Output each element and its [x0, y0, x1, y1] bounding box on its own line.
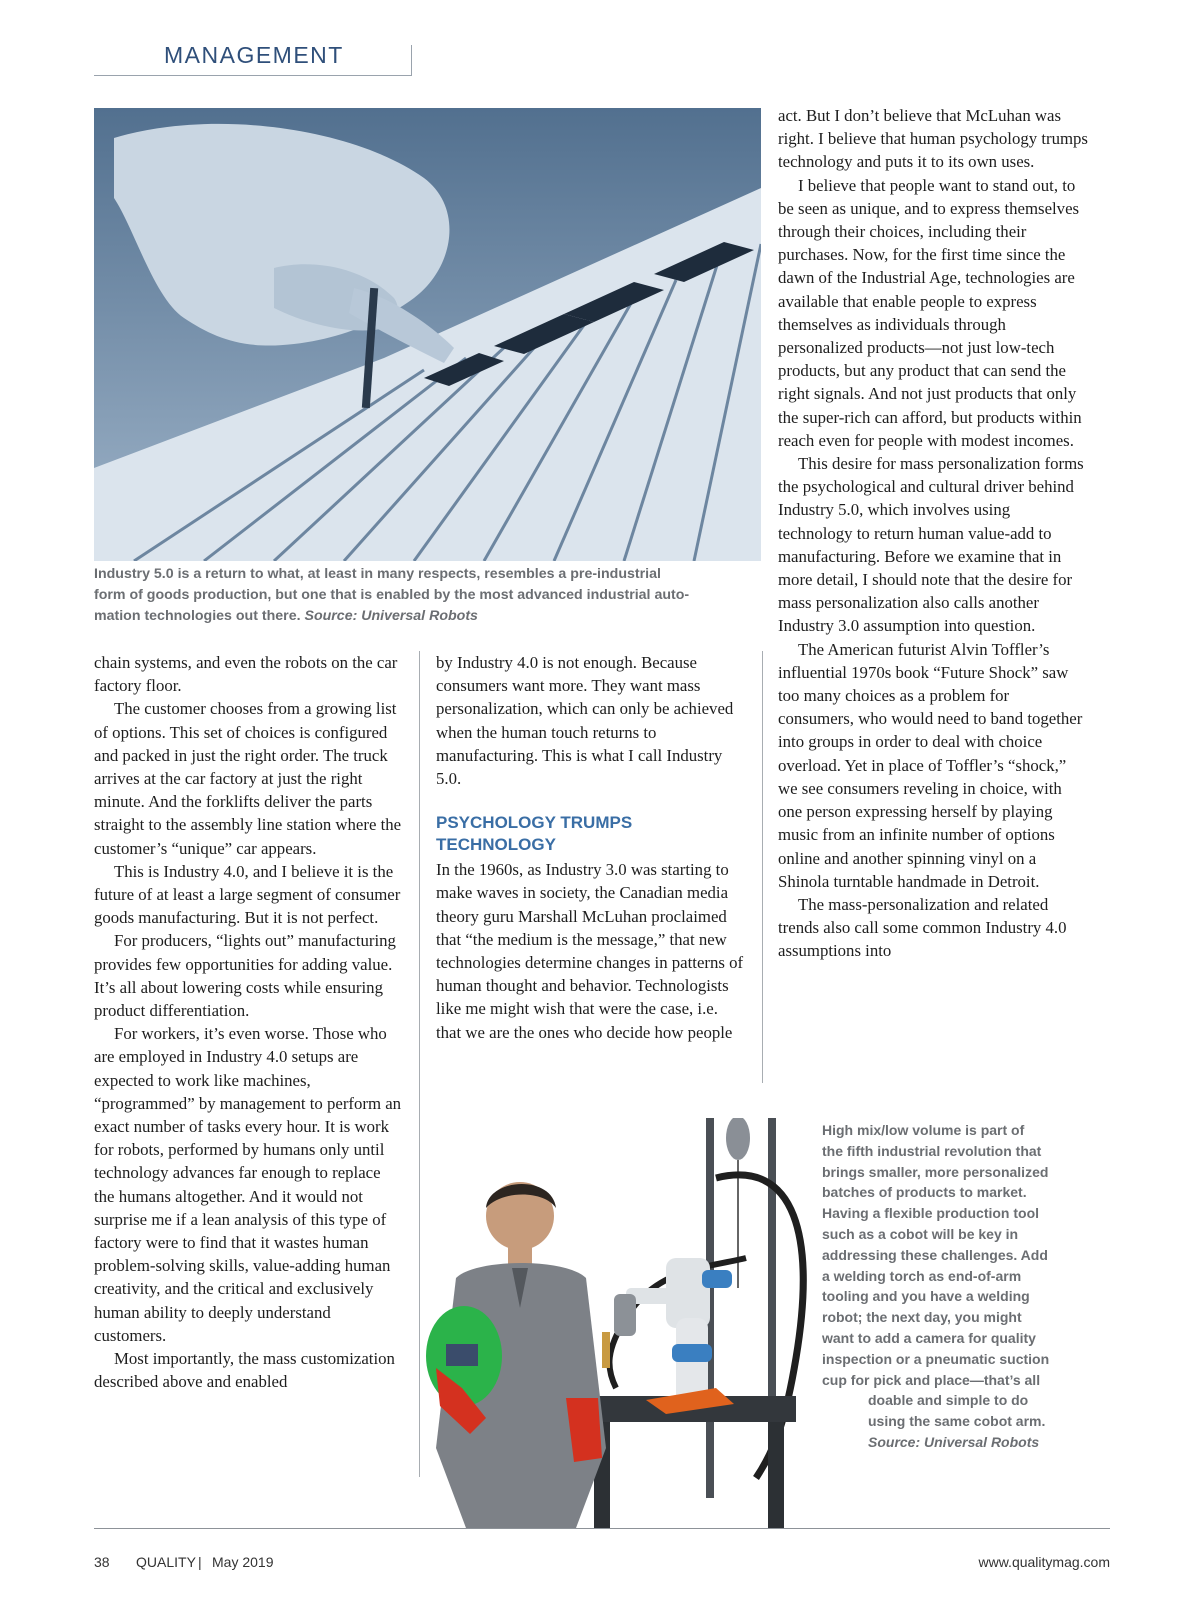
column-divider: [762, 651, 763, 1083]
caption-line: using the same cobot arm.: [868, 1413, 1046, 1430]
paragraph: In the 1960s, as Industry 3.0 was starting to make waves in society, the Canadian media theory guru Marshall McLuhan proclaimed that “the medium is the message,” that new technologies determine changes in patterns of human thought and behavior. Technologists like me might wish that were the case, i.e. that we are the ones who decide how people: [436, 860, 744, 1042]
caption-line: addressing these challenges. Add: [822, 1246, 1048, 1263]
paragraph: For workers, it’s even worse. Those who are employed in Industry 4.0 setups are expected to work like machines, “programmed” by management to perform an exact number of tasks every hour. It is work for robots, performed by humans only until technology advances far enough to replace the humans altogether. And it would not surprise me if a lean analysis of this type of factory were to find that it wastes human problem-solving skills, value-adding human creativity, and the critical and exclusively human ability to deeply understand customers.: [94, 1024, 402, 1345]
caption-line: the fifth industrial revolution that: [822, 1142, 1042, 1159]
caption-line: Having a flexible production tool: [822, 1205, 1040, 1222]
caption-line: tooling and you have a welding: [822, 1288, 1030, 1305]
section-underline: [94, 75, 412, 76]
section-tick: [411, 45, 412, 76]
caption-line: robot; the next day, you might: [822, 1309, 1022, 1326]
paragraph: act. But I don’t believe that McLuhan was right. I believe that human psychology trumps technology and puts it to its own uses.: [778, 106, 1088, 172]
caption-line: High mix/low volume is part of: [822, 1122, 1025, 1138]
article-column-2: [436, 651, 744, 1044]
caption-line: cup for pick and place—that’s all: [822, 1371, 1041, 1388]
article-column-3: [778, 104, 1088, 963]
article-column-1: [94, 651, 402, 1394]
paragraph: The customer chooses from a growing list of options. This set of choices is configured and packed in just the right order. The truck arrives at the car factory at just the right minute. And the forklifts deliver the parts straight to the assembly line station where the customer’s “unique” car appears.: [94, 699, 402, 858]
caption-line: batches of products to market.: [822, 1184, 1027, 1201]
caption-line: form of goods production, but one that is enabled by the most advanced industrial auto-: [94, 587, 690, 603]
paragraph: by Industry 4.0 is not enough. Because consumers want more. They want mass personalization, which can only be achieved when the human touch returns to manufacturing. This is what I call Industry 5.0.: [436, 653, 734, 789]
caption-source: Source: Universal Robots: [868, 1433, 1040, 1450]
caption-line: brings smaller, more personalized: [822, 1163, 1049, 1180]
caption-source: Source: Universal Robots: [304, 608, 478, 624]
website-link[interactable]: www.qualitymag.com: [978, 1554, 1110, 1570]
caption-line: inspection or a pneumatic suction: [822, 1350, 1050, 1367]
paragraph: This is Industry 4.0, and I believe it is the future of at least a large segment of consumer goods manufacturing. But it is not perfect.: [94, 861, 401, 928]
caption-line: doable and simple to do: [868, 1392, 1029, 1409]
paragraph: chain systems, and even the robots on the car factory floor.: [94, 653, 398, 696]
subhead-line: PSYCHOLOGY TRUMPS: [436, 813, 633, 833]
footer-separator: |: [198, 1554, 202, 1570]
section-subhead: [436, 812, 744, 856]
piano-hand-photo: [94, 108, 761, 561]
photo-caption: [94, 564, 761, 627]
caption-line: such as a cobot will be key in: [822, 1225, 1019, 1242]
paragraph: This desire for mass personalization forms the psychological and cultural driver behind Industry 5.0, which involves using technology to return human value-add to manufacturing. Before we examine that in more detail, I should note that the desire for mass personalization also calls another Industry 3.0 assumption into question.: [778, 454, 1084, 636]
caption-line: want to add a camera for quality: [822, 1329, 1036, 1346]
magazine-name: QUALITY: [136, 1554, 196, 1570]
caption-line: mation technologies out there.: [94, 608, 301, 624]
section-label: MANAGEMENT: [164, 42, 344, 68]
caption-line: a welding torch as end-of-arm: [822, 1267, 1022, 1284]
subhead-line: TECHNOLOGY: [436, 835, 556, 855]
page-number: 38: [94, 1554, 110, 1570]
photo-caption-cobot: [822, 1120, 1092, 1453]
footer-rule: [94, 1528, 1110, 1529]
caption-line: Industry 5.0 is a return to what, at least in many respects, resembles a pre-industrial: [94, 566, 661, 582]
paragraph: The American futurist Alvin Toffler’s influential 1970s book “Future Shock” saw too many choices as a problem for consumers, who would need to band together into groups in order to deal with choice overload. Yet in place of Toffler’s “shock,” we see consumers reveling in choice, with one person expressing herself by playing music from an infinite number of options online and another spinning vinyl on a Shinola turntable handmade in Detroit.: [778, 639, 1083, 891]
paragraph: Most importantly, the mass customization described above and enabled: [94, 1349, 395, 1392]
issue-date: May 2019: [212, 1554, 274, 1570]
paragraph: The mass-personalization and related trends also call some common Industry 4.0 assumptions into: [778, 894, 1067, 961]
paragraph: I believe that people want to stand out, to be seen as unique, and to express themselves through their choices, including their purchases. Now, for the first time since the dawn of the Industrial Age, technologies are available that enable people to express themselves as individuals through personalized products—not just low-tech products, but any product that can send the right signals. And not just products that only the super-rich can afford, but products within reach even for people with modest incomes.: [778, 175, 1082, 450]
paragraph: For producers, “lights out” manufacturing provides few opportunities for adding value. It’s all about lowering costs while ensuring product differentiation.: [94, 931, 396, 1021]
